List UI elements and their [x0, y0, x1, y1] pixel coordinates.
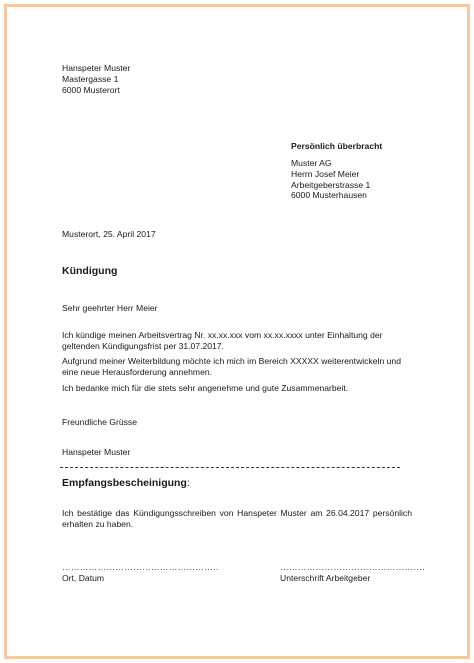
employer-signature-line: ………………………………………….: [280, 562, 425, 572]
sender-name: Hanspeter Muster: [62, 63, 131, 73]
receipt-title: [62, 478, 190, 489]
salutation: Sehr geehrter Herr Meier: [62, 303, 158, 313]
employer-signature-label: Unterschrift Arbeitgeber: [280, 573, 371, 583]
place-date: Musterort, 25. April 2017: [62, 229, 156, 239]
section-divider: [60, 467, 400, 468]
recipient-city: 6000 Musterhausen: [291, 190, 367, 200]
body-paragraph-3: Ich bedanke mich für die stets sehr angenehme und gute Zusammenarbeit.: [62, 383, 349, 393]
place-date-label: Ort, Datum: [62, 573, 105, 583]
closing: Freundliche Grüsse: [62, 417, 137, 427]
body-paragraph-1: Ich kündige meinen Arbeitsvertrag Nr. xx.xx.xxx vom xx.xx.xxxx unter Einhaltung der geltenden Kündigungsfrist per 31.07.2017.: [62, 330, 383, 351]
sender-city: 6000 Musterort: [62, 85, 120, 95]
sender-street: Mastergasse 1: [62, 74, 119, 84]
receipt-title-colon: :: [186, 477, 190, 489]
delivery-note: Persönlich überbracht: [291, 141, 383, 151]
signature-name: Hanspeter Muster: [62, 447, 131, 457]
place-date-line: ……………………………………………..: [62, 562, 219, 572]
body-paragraph-2: Aufgrund meiner Weiterbildung möchte ich mich im Bereich XXXXX weiterentwickeln und eine neue Herausforderung annehmen.: [62, 356, 401, 377]
recipient-company: Muster AG: [291, 158, 332, 168]
subject-title: Kündigung: [62, 265, 118, 277]
receipt-title-text: Empfangsbescheinigung: [62, 477, 187, 489]
recipient-street: Arbeitgeberstrasse 1: [291, 180, 371, 190]
recipient-person: Herrn Josef Meier: [291, 169, 360, 179]
receipt-text: Ich bestätige das Kündigungsschreiben von Hanspeter Muster am 26.04.2017 persönlich erhalten zu haben.: [62, 508, 412, 529]
